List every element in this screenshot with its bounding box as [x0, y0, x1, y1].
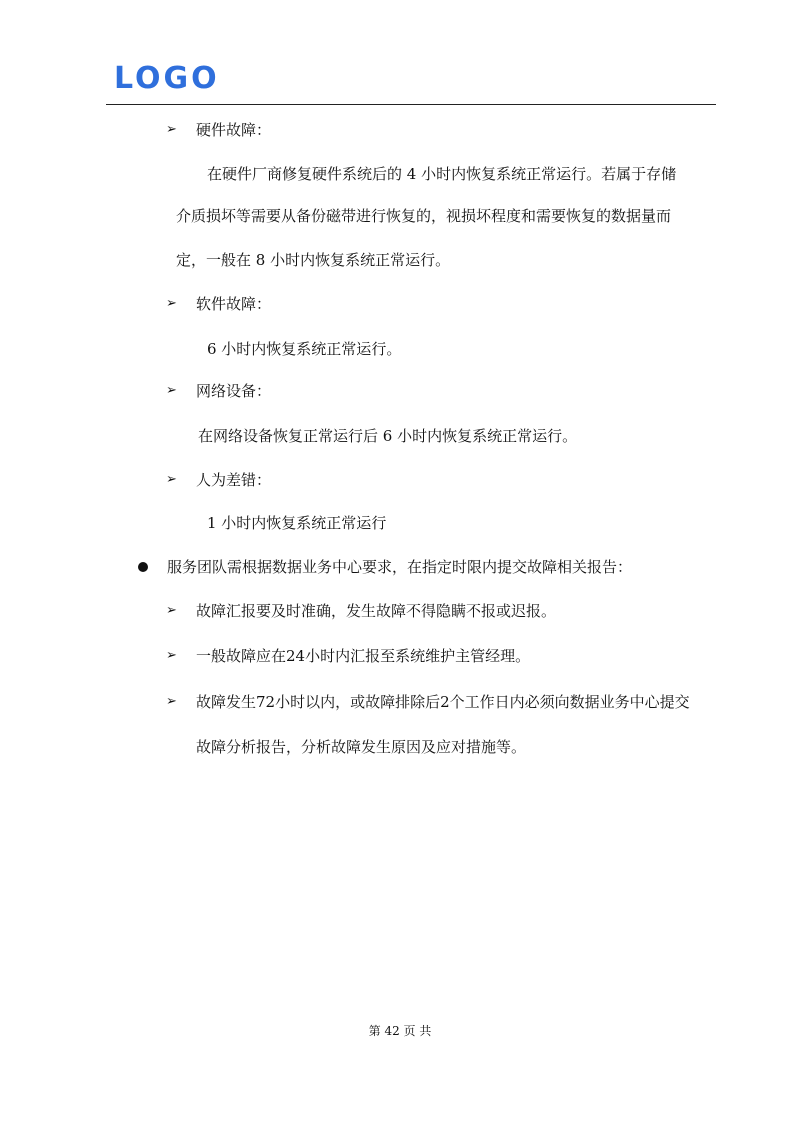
- report-bullet-text: 服务团队需根据数据业务中心要求，在指定时限内提交故障相关报告：: [167, 558, 633, 576]
- paragraph-line: 介质损坏等需要从备份磁带进行恢复的，视损坏程度和需要恢复的数据量而: [176, 207, 672, 225]
- report-item: 一般故障应在24小时内汇报至系统维护主管经理。: [196, 647, 531, 665]
- bullet-dot-icon: [138, 562, 148, 572]
- section-title-human: 人为差错：: [196, 471, 272, 489]
- paragraph-line: 1 小时内恢复系统正常运行: [207, 514, 387, 532]
- header-divider: [106, 104, 716, 105]
- paragraph-line: 定，一般在 8 小时内恢复系统正常运行。: [176, 251, 451, 269]
- arrow-bullet-icon: ➢: [166, 603, 177, 618]
- report-item: 故障发生72小时以内，或故障排除后2个工作日内必须向数据业务中心提交: [196, 693, 690, 711]
- section-title-software: 软件故障：: [196, 295, 272, 313]
- arrow-bullet-icon: ➢: [166, 694, 177, 709]
- paragraph-line: 在硬件厂商修复硬件系统后的 4 小时内恢复系统正常运行。若属于存储: [207, 165, 677, 183]
- arrow-bullet-icon: ➢: [166, 648, 177, 663]
- report-item: 故障汇报要及时准确，发生故障不得隐瞒不报或迟报。: [196, 602, 557, 620]
- arrow-bullet-icon: ➢: [166, 472, 177, 487]
- paragraph-line: 在网络设备恢复正常运行后 6 小时内恢复系统正常运行。: [198, 427, 578, 445]
- paragraph-line: 6 小时内恢复系统正常运行。: [207, 340, 402, 358]
- arrow-bullet-icon: ➢: [166, 296, 177, 311]
- arrow-bullet-icon: ➢: [166, 122, 177, 137]
- logo: LOGO: [114, 61, 220, 96]
- section-title-hardware: 硬件故障：: [196, 121, 272, 139]
- page-number: 第 42 页 共: [368, 1024, 432, 1038]
- section-title-network: 网络设备：: [196, 382, 272, 400]
- report-item-continuation: 故障分析报告，分析故障发生原因及应对措施等。: [196, 738, 527, 756]
- arrow-bullet-icon: ➢: [166, 383, 177, 398]
